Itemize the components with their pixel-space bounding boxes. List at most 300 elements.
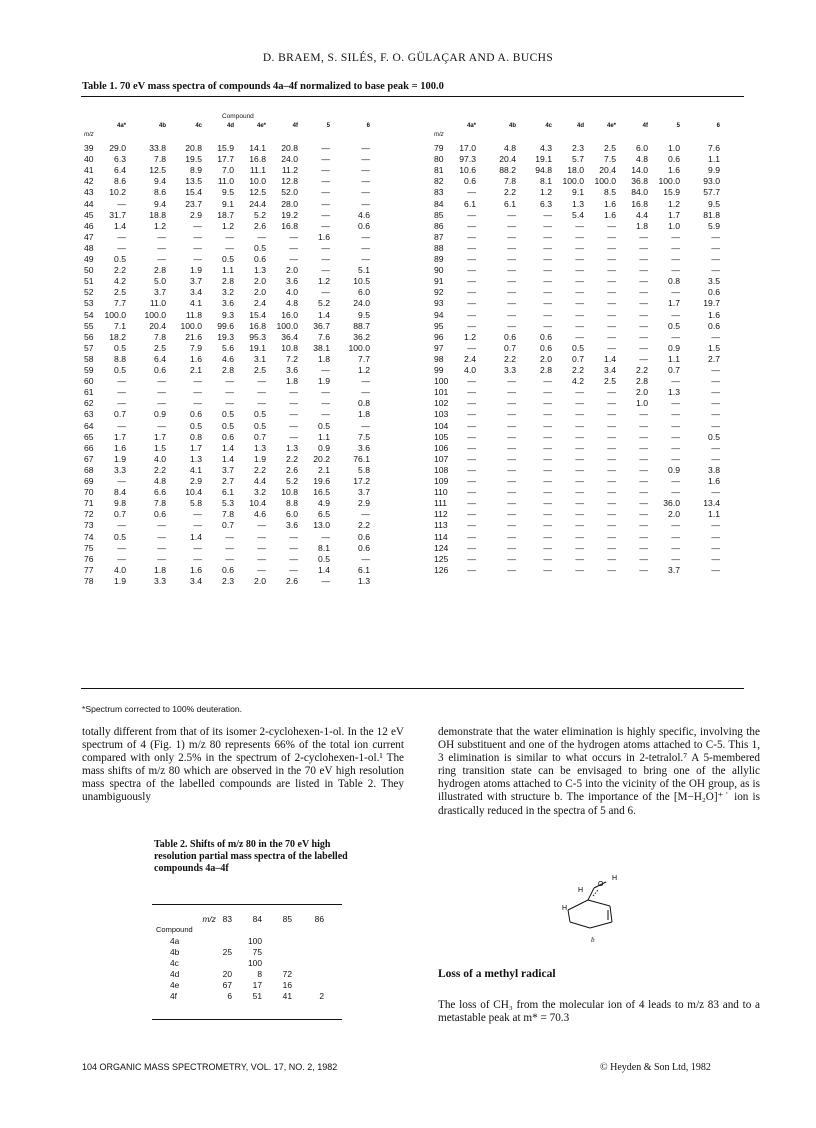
table1-cell: 8.6 (114, 176, 126, 187)
table1-mz-cell: 77 (84, 564, 94, 575)
table1-cell: 11.2 (281, 165, 298, 176)
table1-mz-cell: 94 (434, 309, 444, 320)
table1-cell: — (225, 387, 234, 398)
table1-cell: — (543, 498, 552, 509)
table1-cell: 3.6 (286, 276, 298, 287)
table1-cell: — (157, 231, 166, 242)
table1-row (84, 409, 394, 420)
table1-mz-cell: 74 (84, 531, 94, 542)
table1-cell: — (225, 542, 234, 553)
table1-cell: 4.0 (286, 287, 298, 298)
table1-cell: 0.5 (114, 365, 126, 375)
table1-cell: — (193, 509, 202, 520)
table1-mz-cell: 107 (434, 453, 449, 464)
table1-cell: — (607, 453, 616, 464)
table1-cell: — (543, 387, 552, 398)
table1-cell: — (321, 165, 330, 176)
table1-cell: 2.8 (222, 365, 234, 375)
table1-cell: — (467, 265, 476, 276)
table1-cell: 2.8 (222, 276, 234, 287)
table1-cell: — (507, 542, 516, 553)
table1-cell: — (507, 276, 516, 287)
table2-bottom-rule (152, 1019, 342, 1020)
table1-cell: 0.6 (154, 365, 166, 375)
table1-cell: 9.3 (222, 309, 234, 320)
table1-cell: 13.5 (185, 176, 202, 187)
table1-cell: 3.4 (190, 575, 202, 586)
table1-cell: 18.7 (217, 209, 234, 220)
table1-cell: — (607, 564, 616, 575)
table1-row (434, 376, 744, 387)
table1-cell: — (639, 231, 648, 242)
body-text-left (82, 726, 404, 805)
table1-cell: 57.7 (703, 187, 720, 198)
table1-cell: 1.6 (114, 442, 126, 453)
table1-cell: 36.4 (281, 331, 298, 342)
table2-compound-label: Compound (156, 925, 193, 934)
table1-cell: — (361, 553, 370, 564)
table1-cell: 100.0 (276, 320, 298, 331)
table1-cell: — (671, 242, 680, 253)
table2-caption: Table 2. Shifts of m/z 80 in the 70 eV high resolution partial mass spectra of the labelled compounds 4a–4f (154, 839, 348, 875)
table1-cell: — (575, 542, 584, 553)
table1-cell: 17.2 (353, 476, 370, 486)
table1-header-right-0: 4a* (466, 123, 476, 129)
table1-cell: 2.7 (222, 476, 234, 486)
structure-atom-h3: H (562, 905, 568, 912)
table1-cell: — (711, 542, 720, 553)
table1-cell: 2.2 (572, 365, 584, 375)
table1-cell: — (575, 420, 584, 431)
table1-cell: — (507, 231, 516, 242)
table1-cell: 11.0 (217, 176, 234, 187)
table1-cell: — (193, 220, 202, 231)
table1-cell: 1.4 (114, 220, 126, 231)
table1-cell: 12.5 (149, 165, 166, 176)
table1-cell: 18.0 (567, 165, 584, 176)
table1-mz-cell: 57 (84, 342, 94, 353)
paragraph-left: totally different from that of its isomer 2-cyclohexen-1-ol. In the 12 eV spectrum of 4 (Fig. 1) m/z 80 represents 66% of the total ion current compared with only 2.5% in the spectrum of 2-cyclohexen-1-ol.¹ The mass shifts of m/z 80 which are observed in the 70 eV high resolution mass spectra of the labelled compounds are listed in Table 2. They unambiguously (82, 726, 404, 804)
table2-cell: 17 (252, 980, 262, 990)
table1-cell: 17.7 (217, 154, 234, 165)
table1-mz-cell: 55 (84, 320, 94, 331)
table1-cell: — (639, 287, 648, 298)
table1-mz-cell: 58 (84, 353, 94, 364)
table1-cell: 1.3 (254, 265, 266, 276)
table1-mz-cell: 78 (84, 575, 94, 586)
body-text-right-2 (438, 999, 760, 1025)
table1-cell: — (639, 420, 648, 431)
table1-cell: 6.1 (222, 487, 234, 498)
table1-cell: 1.0 (668, 143, 680, 153)
table1-mz-cell: 73 (84, 520, 94, 531)
table1-cell: 1.2 (668, 198, 680, 209)
table1-cell: — (467, 398, 476, 409)
table1-cell: — (575, 464, 584, 475)
table1-cell: — (671, 487, 680, 498)
table1-row (434, 532, 744, 543)
table1-cell: 8.9 (190, 165, 202, 176)
table1-mz-cell: 52 (84, 287, 94, 298)
table1-cell: — (671, 542, 680, 553)
table2-body (156, 914, 346, 1024)
table1-cell: 1.9 (114, 575, 126, 586)
table1-cell: 3.7 (358, 487, 370, 498)
table1-cell: 2.0 (254, 575, 266, 586)
table1-mz-cell: 105 (434, 431, 449, 442)
table1-row (434, 365, 744, 376)
table1-cell: 1.5 (708, 342, 720, 353)
table1-cell: — (321, 187, 330, 198)
table1-cell: — (543, 276, 552, 287)
table1-mz-cell: 79 (434, 143, 444, 153)
paragraph-right: demonstrate that the water elimination is highly specific, involving the OH substituent and one of the hydrogen atoms attached to C-5. This 1, 3 elimination is similar to what occurs in 2-tetralol.⁷ A 5-membered ring transition state can be envisaged to bring one of the allylic hydrogen atoms attached to C-5 into the vicinity of the OH group, as is illustrated with structure b. The importance of the [M−H₂O]⁺˙ ion is drastically reduced in the spectra of 5 and 6. (438, 726, 760, 817)
table1-row (84, 154, 394, 165)
table1-cell: 4.1 (190, 298, 202, 309)
table1-header-right-3: 4d (576, 123, 584, 129)
table1-cell: 2.5 (604, 143, 616, 153)
table2-row (156, 991, 346, 1002)
table1-cell: 3.6 (286, 520, 298, 531)
structure-b-diagram (560, 872, 640, 934)
table1-cell: — (117, 553, 126, 564)
table1-row (84, 465, 394, 476)
table1-cell: — (607, 542, 616, 553)
table1-cell: — (117, 242, 126, 253)
table1-mz-cell: 42 (84, 176, 94, 187)
table1-cell: 4.0 (464, 365, 476, 375)
table1-cell: — (507, 464, 516, 475)
table1-cell: — (225, 531, 234, 542)
table1-cell: 81.8 (703, 209, 720, 220)
table1-row (84, 287, 394, 298)
table1-cell: — (543, 487, 552, 498)
table1-cell: — (117, 231, 126, 242)
table1-cell: — (321, 209, 330, 220)
table1-cell: 9.1 (222, 198, 234, 209)
table1-cell: — (467, 376, 476, 387)
table1-cell: — (575, 442, 584, 453)
table1-cell: — (361, 509, 370, 520)
table1-cell: — (117, 476, 126, 486)
table1-cell: — (543, 431, 552, 442)
table1-cell: 23.7 (185, 198, 202, 209)
table1-row (434, 254, 744, 265)
table1-cell: — (607, 509, 616, 520)
table1-cell: — (157, 420, 166, 431)
table1-footnote: *Spectrum corrected to 100% deuteration. (82, 704, 243, 714)
table1-cell: — (467, 487, 476, 498)
table1-cell: — (157, 531, 166, 542)
table1-cell: 6.4 (114, 165, 126, 176)
table1-row (434, 476, 744, 487)
table1-cell: 1.8 (358, 409, 370, 420)
table1-cell: — (711, 520, 720, 531)
table1-cell: 1.2 (464, 331, 476, 342)
table1-cell: — (467, 476, 476, 486)
table2-header-row (156, 914, 346, 925)
table1-cell: 2.2 (114, 265, 126, 276)
table1-cell: — (543, 464, 552, 475)
table1-cell: 5.9 (708, 220, 720, 231)
table1-cell: — (257, 520, 266, 531)
table1-row (84, 421, 394, 432)
table1-cell: 24.0 (281, 154, 298, 165)
table1-row (84, 187, 394, 198)
table1-cell: 3.6 (286, 365, 298, 375)
table1-cell: — (711, 265, 720, 276)
table1-bottom-rule (81, 688, 744, 689)
table1-cell: — (607, 254, 616, 264)
table1-cell: — (639, 265, 648, 276)
table1-cell: 11.8 (185, 309, 202, 320)
table1-cell: — (225, 553, 234, 564)
table1-cell: — (321, 198, 330, 209)
table1-cell: — (193, 542, 202, 553)
table1-cell: 5.2 (286, 476, 298, 486)
table2-header-cell: 83 (222, 914, 232, 924)
table1-cell: — (321, 220, 330, 231)
table1-cell: 19.7 (703, 298, 720, 309)
table1-cell: 2.1 (318, 464, 330, 475)
table1-cell: — (671, 409, 680, 420)
table1-cell: 1.7 (668, 298, 680, 309)
table1-mz-cell: 91 (434, 276, 444, 287)
table1-cell: — (671, 531, 680, 542)
table1-row (84, 443, 394, 454)
table1-cell: 84.0 (631, 187, 648, 198)
table1-cell: — (321, 242, 330, 253)
table1-cell: 2.2 (636, 365, 648, 375)
table1-cell: 100.0 (658, 176, 680, 187)
table2-cell: 100 (248, 936, 262, 946)
table1-cell: — (607, 409, 616, 420)
table1-row (84, 332, 394, 343)
table1-cell: 9.5 (708, 198, 720, 209)
table1-cell: 1.1 (668, 353, 680, 364)
table1-cell: — (467, 276, 476, 287)
table1-cell: — (543, 265, 552, 276)
table1-mz-cell: 60 (84, 376, 94, 387)
table1-cell: 16.8 (249, 154, 266, 165)
table1-cell: 1.2 (540, 187, 552, 198)
table1-cell: 36.0 (663, 498, 680, 509)
table1-cell: — (117, 542, 126, 553)
table1-cell: 7.7 (114, 298, 126, 309)
table1-cell: 1.9 (318, 376, 330, 387)
table1-mz-cell: 61 (84, 387, 94, 398)
table1-cell: — (289, 542, 298, 553)
table1-cell: — (607, 498, 616, 509)
table1-cell: 100.0 (180, 320, 202, 331)
table1-cell: — (543, 398, 552, 409)
table1-cell: — (507, 564, 516, 575)
table1-cell: 2.2 (286, 453, 298, 464)
table1-cell: 1.7 (668, 209, 680, 220)
table1-cell: 13.4 (703, 498, 720, 509)
table1-mz-cell: 56 (84, 331, 94, 342)
table1-cell: — (117, 198, 126, 209)
running-header: D. BRAEM, S. SILÉS, F. O. GÜLAÇAR AND A. BUCHS (262, 52, 554, 64)
table1-mz-cell: 65 (84, 431, 94, 442)
table1-cell: — (507, 531, 516, 542)
table1-cell: — (543, 231, 552, 242)
table1-cell: — (639, 431, 648, 442)
table1-cell: 7.7 (358, 353, 370, 364)
table1-cell: 1.2 (222, 220, 234, 231)
table2-header-cell: 85 (282, 914, 292, 924)
table1-cell: 2.9 (190, 209, 202, 220)
table1-cell: — (321, 287, 330, 298)
table1-cell: 10.4 (249, 498, 266, 509)
table1-cell: 1.3 (668, 387, 680, 398)
table1-row (434, 354, 744, 365)
table1-cell: 88.2 (499, 165, 516, 176)
table1-cell: — (543, 553, 552, 564)
table1-cell: 7.8 (504, 176, 516, 187)
table1-cell: — (575, 409, 584, 420)
table1-cell: — (671, 431, 680, 442)
table1-row (84, 343, 394, 354)
table1-mz-cell: 59 (84, 365, 94, 375)
table1-cell: 9.1 (572, 187, 584, 198)
table1-cell: 6.6 (154, 487, 166, 498)
table1-cell: — (639, 298, 648, 309)
table1-cell: — (575, 487, 584, 498)
table1-cell: 0.5 (254, 409, 266, 420)
table1-cell: 7.9 (190, 342, 202, 353)
table1-cell: 36.7 (313, 320, 330, 331)
table1-cell: — (193, 376, 202, 387)
table1-cell: — (361, 242, 370, 253)
table1-mz-cell: 104 (434, 420, 449, 431)
table1-cell: — (467, 431, 476, 442)
table1-cell: 1.3 (572, 198, 584, 209)
table1-cell: — (117, 420, 126, 431)
table1-cell: 9.4 (154, 176, 166, 187)
table1-cell: 2.2 (254, 464, 266, 475)
table1-cell: 6.1 (358, 564, 370, 575)
table1-cell: — (467, 420, 476, 431)
table1-cell: 3.3 (504, 365, 516, 375)
table1-cell: — (543, 309, 552, 320)
table1-cell: — (361, 376, 370, 387)
table1-mz-cell: 89 (434, 254, 444, 264)
table1-cell: 1.6 (190, 564, 202, 575)
table1-mz-cell: 67 (84, 453, 94, 464)
table1-cell: 0.5 (318, 553, 330, 564)
table2-header-cell: 86 (314, 914, 324, 924)
table1-cell: 14.1 (249, 143, 266, 153)
table1-cell: — (639, 309, 648, 320)
table1-cell: 2.5 (604, 376, 616, 387)
table1-row (434, 176, 744, 187)
table1-cell: — (507, 287, 516, 298)
table1-mz-cell: 99 (434, 365, 444, 375)
table1-row (84, 165, 394, 176)
table1-cell: — (575, 287, 584, 298)
table1-cell: 3.7 (668, 564, 680, 575)
table1-header-right-4: 4e* (606, 123, 616, 129)
table1-cell: 0.6 (708, 320, 720, 331)
table1-cell: 4.0 (154, 453, 166, 464)
table1-right-half (434, 143, 754, 583)
table1-cell: — (607, 231, 616, 242)
table1-row (84, 321, 394, 332)
table1-mz-cell: 69 (84, 476, 94, 486)
table1-cell: 3.3 (154, 575, 166, 586)
table1-cell: 8.4 (114, 487, 126, 498)
table1-cell: 20.4 (149, 320, 166, 331)
table1-cell: — (543, 442, 552, 453)
table1-cell: — (671, 420, 680, 431)
table1-cell: — (543, 409, 552, 420)
table1-cell: — (639, 453, 648, 464)
table1-cell: 8.5 (604, 187, 616, 198)
table1-cell: 7.2 (286, 353, 298, 364)
table1-mz-cell: 76 (84, 553, 94, 564)
table1-row (434, 210, 744, 221)
table1-header-left-7: 6 (366, 123, 370, 129)
table1-cell: 33.8 (149, 143, 166, 153)
table1-row (84, 310, 394, 321)
table1-cell: 2.1 (190, 365, 202, 375)
structure-label: b (591, 936, 595, 944)
table1-cell: 1.6 (668, 165, 680, 176)
table1-cell: 6.1 (504, 198, 516, 209)
table1-cell: 9.5 (222, 187, 234, 198)
table2-row (156, 980, 346, 991)
table1-cell: 4.2 (572, 376, 584, 387)
table1-cell: 0.8 (358, 398, 370, 409)
table1-mz-cell: 66 (84, 442, 94, 453)
table1-cell: 4.6 (358, 209, 370, 220)
table1-cell: — (575, 276, 584, 287)
table1-cell: — (289, 387, 298, 398)
table1-cell: — (507, 398, 516, 409)
table1-mz-cell: 93 (434, 298, 444, 309)
table1-cell: 0.7 (572, 353, 584, 364)
table1-cell: — (607, 420, 616, 431)
table2-cell: 8 (257, 969, 262, 979)
table1-cell: — (671, 442, 680, 453)
table1-cell: 2.4 (464, 353, 476, 364)
table1-cell: — (361, 387, 370, 398)
table1-cell: — (575, 387, 584, 398)
table1-cell: — (321, 143, 330, 153)
table1-cell: 1.4 (222, 453, 234, 464)
table1-cell: 5.3 (222, 498, 234, 509)
table1-cell: 2.8 (154, 265, 166, 276)
table1-cell: — (575, 531, 584, 542)
table2-cell: 2 (319, 991, 324, 1001)
table1-cell: 1.2 (318, 276, 330, 287)
table1-cell: — (321, 154, 330, 165)
table1-cell: — (225, 398, 234, 409)
table1-cell: — (467, 287, 476, 298)
table1-mz-cell: 39 (84, 143, 94, 153)
table1-cell: — (671, 331, 680, 342)
table1-cell: — (321, 265, 330, 276)
table1-cell: 20.4 (499, 154, 516, 165)
table1-cell: 1.1 (318, 431, 330, 442)
table1-cell: 99.6 (217, 320, 234, 331)
table1-cell: 16.8 (249, 320, 266, 331)
table1-cell: — (575, 331, 584, 342)
table1-cell: — (639, 520, 648, 531)
table1-cell: — (193, 553, 202, 564)
table1-cell: 4.9 (318, 498, 330, 509)
